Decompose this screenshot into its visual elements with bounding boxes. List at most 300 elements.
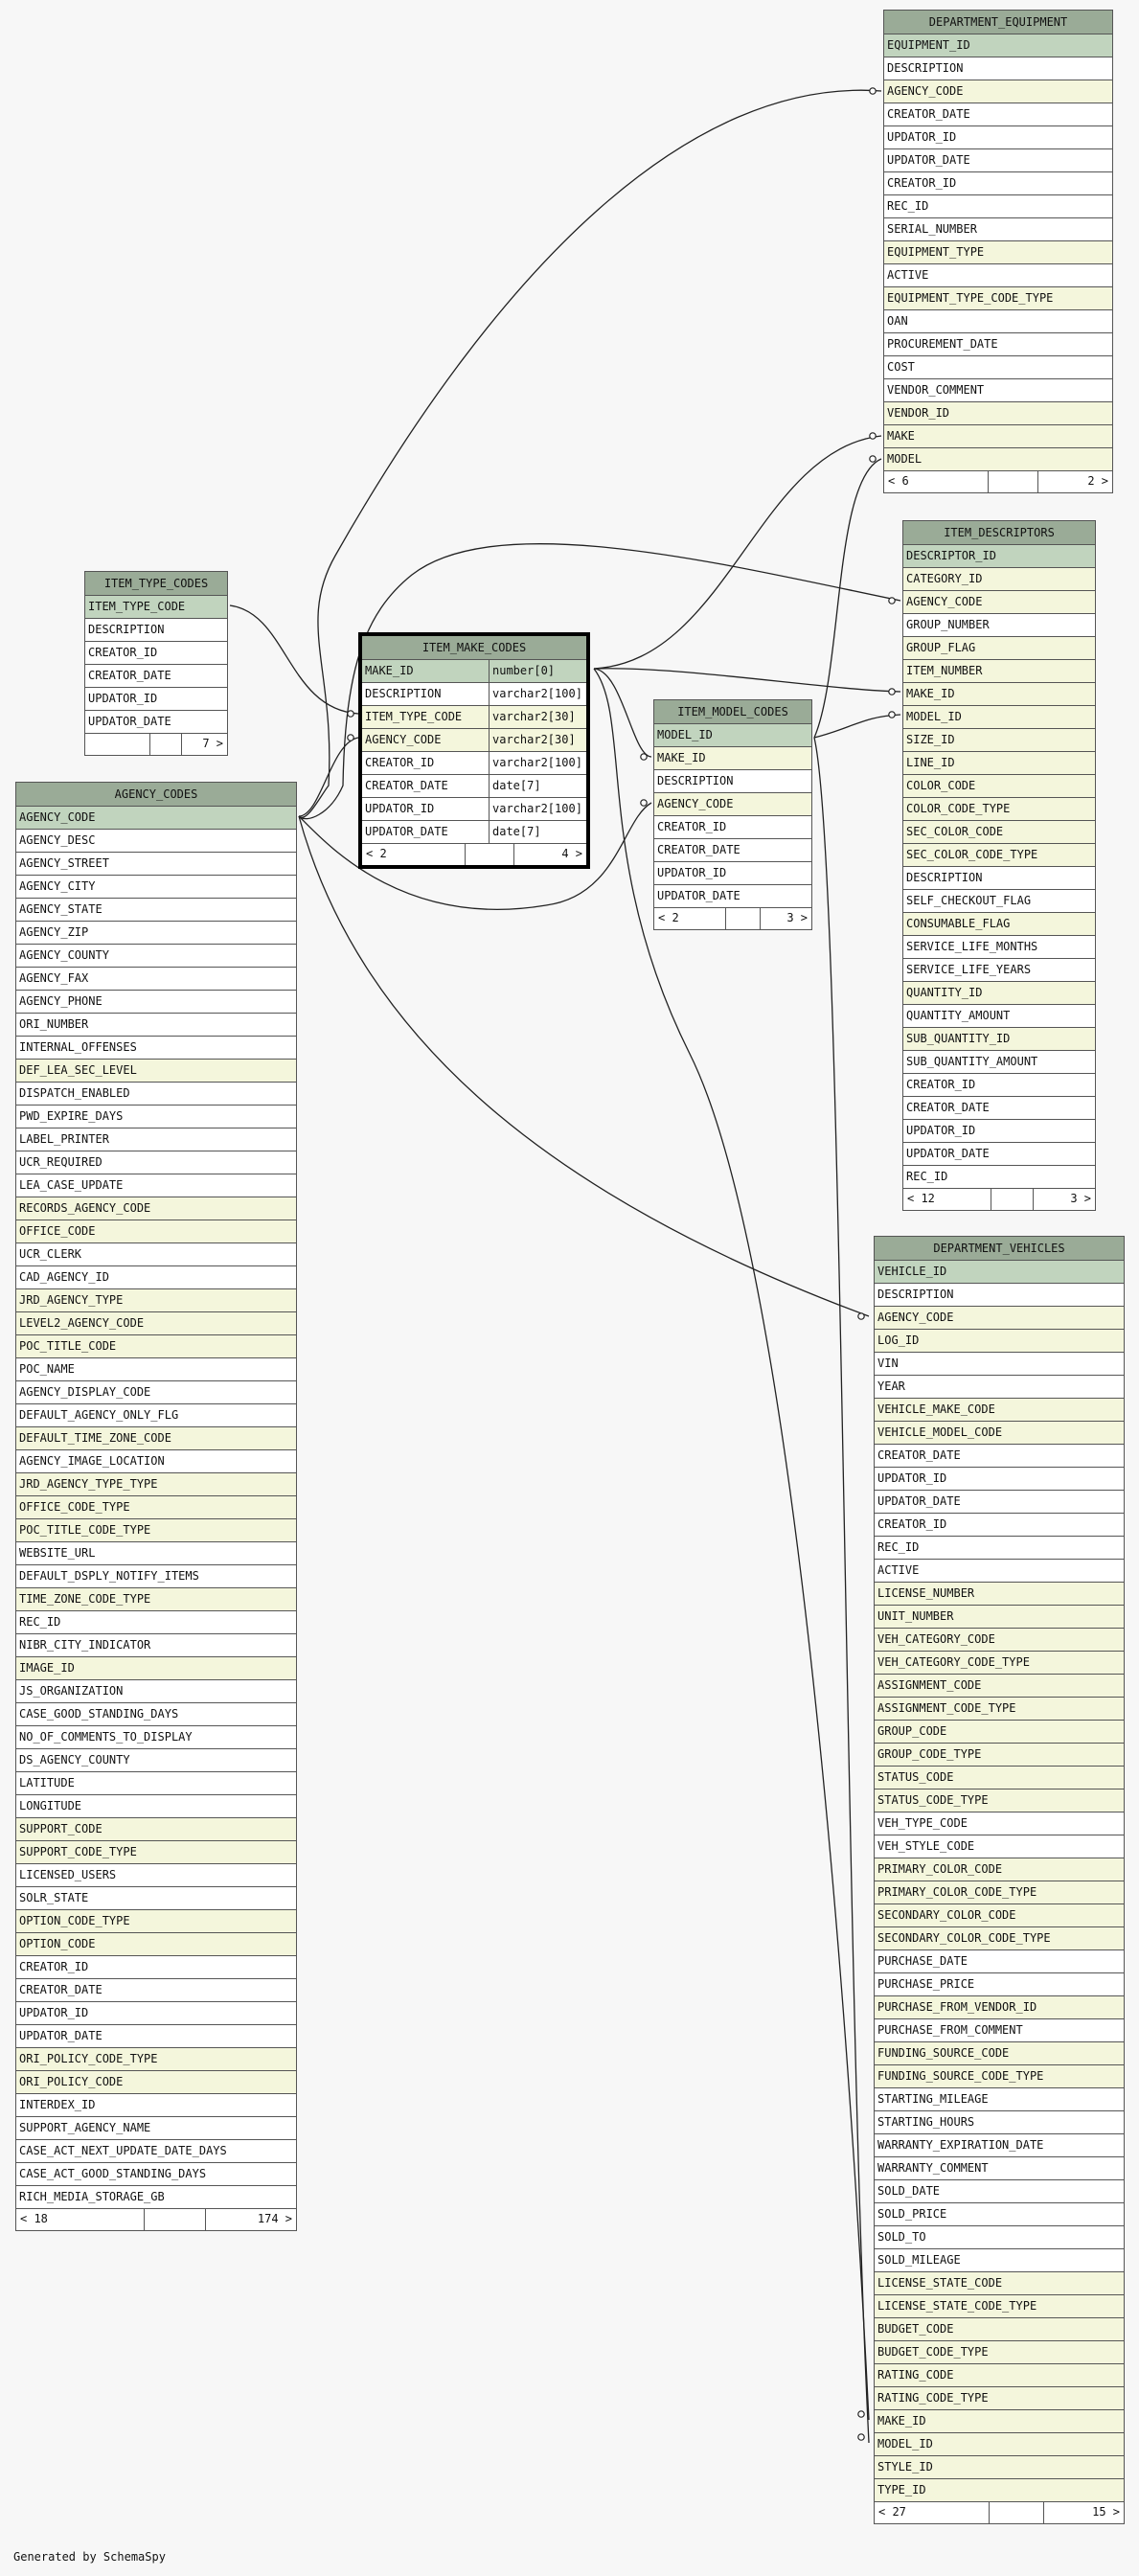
column-name: SOLD_MILEAGE [877,2253,961,2267]
footer-right-count: 174 > [257,2212,292,2225]
column-row[interactable] [875,2157,1124,2180]
column-row[interactable] [875,2088,1124,2111]
column-row[interactable] [16,1933,296,1956]
column-row[interactable] [16,1083,296,1106]
column-row[interactable] [16,1887,296,1910]
column-name: DEFAULT_DSPLY_NOTIFY_ITEMS [19,1569,199,1583]
column-row[interactable] [903,936,1095,959]
column-row[interactable] [16,1956,296,1979]
column-row[interactable] [875,1537,1124,1560]
column-row[interactable] [16,1289,296,1312]
column-row[interactable] [16,1565,296,1588]
column-row[interactable] [875,1652,1124,1675]
column-name: BUDGET_CODE [877,2322,954,2336]
table-item-model-codes[interactable] [653,699,812,930]
column-name: GROUP_FLAG [906,641,976,654]
column-row[interactable] [903,1028,1095,1051]
column-name: UCR_REQUIRED [19,1155,103,1169]
column-row[interactable] [875,1904,1124,1927]
column-row[interactable] [654,839,811,862]
column-row[interactable] [362,798,586,821]
footer-mid-count [145,2209,206,2230]
column-row[interactable] [16,899,296,922]
column-row[interactable] [362,752,586,775]
column-row[interactable] [875,2433,1124,2456]
column-row[interactable] [884,356,1112,379]
footer-left-count: < 2 [362,844,466,865]
column-row[interactable] [875,1698,1124,1721]
column-row[interactable] [875,2226,1124,2249]
column-row[interactable] [903,614,1095,637]
column-name: ACTIVE [887,268,929,282]
column-row[interactable] [884,80,1112,103]
column-row[interactable] [875,1422,1124,1445]
column-row[interactable] [16,1749,296,1772]
column-name: INTERNAL_OFFENSES [19,1040,137,1054]
column-row[interactable] [884,241,1112,264]
column-row[interactable] [903,683,1095,706]
edge-item-type-codes-to-item-make-codes [230,605,358,714]
column-name: UPDATOR_DATE [19,2029,103,2042]
column-name: MAKE_ID [657,751,706,764]
column-row[interactable] [85,665,227,688]
edge-item-make-codes-to-department-vehicles [594,669,869,2420]
column-name: LICENSE_STATE_CODE_TYPE [877,2299,1037,2313]
column-row[interactable] [884,172,1112,195]
column-row[interactable] [875,1560,1124,1583]
column-row[interactable] [903,1005,1095,1028]
column-row[interactable] [875,2134,1124,2157]
column-name: OPTION_CODE_TYPE [19,1914,130,1927]
column-name: DEFAULT_TIME_ZONE_CODE [19,1431,171,1445]
column-row[interactable] [16,2186,296,2209]
column-row[interactable] [875,1353,1124,1376]
column-row[interactable] [654,770,811,793]
table-title[interactable]: DEPARTMENT_VEHICLES [875,1237,1124,1261]
column-name: AGENCY_STREET [19,856,109,870]
column-row[interactable] [16,991,296,1014]
column-row[interactable] [875,1284,1124,1307]
column-row[interactable] [903,1097,1095,1120]
column-name: SUPPORT_AGENCY_NAME [19,2121,151,2134]
column-row[interactable] [875,1881,1124,1904]
column-row[interactable] [16,1266,296,1289]
column-row[interactable] [875,1858,1124,1881]
column-row[interactable] [903,591,1095,614]
column-name: PWD_EXPIRE_DAYS [19,1109,124,1123]
column-name: OFFICE_CODE_TYPE [19,1500,130,1514]
column-name: AGENCY_ZIP [19,925,89,939]
table-title[interactable]: ITEM_DESCRIPTORS [903,521,1095,545]
column-row[interactable] [16,1128,296,1151]
column-row[interactable] [16,1772,296,1795]
column-row[interactable] [16,922,296,945]
column-row[interactable] [903,821,1095,844]
column-row[interactable] [903,1143,1095,1166]
column-row[interactable] [875,2203,1124,2226]
column-row[interactable] [362,775,586,798]
column-name: NIBR_CITY_INDICATOR [19,1638,151,1652]
column-row[interactable] [16,1174,296,1197]
column-row[interactable] [875,2456,1124,2479]
table-footer [884,471,1112,492]
column-row[interactable] [85,642,227,665]
column-row[interactable] [884,310,1112,333]
column-row[interactable] [903,959,1095,982]
column-row[interactable] [16,1312,296,1335]
table-title[interactable]: DEPARTMENT_EQUIPMENT [884,11,1112,34]
column-name: CREATOR_ID [88,646,158,659]
column-row[interactable] [875,1491,1124,1514]
column-row[interactable] [875,2042,1124,2065]
column-name: CREATOR_ID [906,1078,976,1091]
table-item-make-codes[interactable] [358,632,590,869]
column-name: LICENSE_STATE_CODE [877,2276,1003,2290]
column-row[interactable] [903,890,1095,913]
column-row[interactable] [903,982,1095,1005]
column-name: AGENCY_CODE [877,1311,954,1324]
column-row[interactable] [875,2249,1124,2272]
column-row[interactable] [875,2111,1124,2134]
edge-item-make-codes-to-item-descriptors [594,669,900,692]
column-row[interactable] [903,545,1095,568]
column-name: AGENCY_CODE [19,810,96,824]
column-name: CAD_AGENCY_ID [19,1270,109,1284]
column-name: OAN [887,314,908,328]
column-row[interactable] [884,34,1112,57]
table-footer [654,908,811,929]
column-name: OFFICE_CODE [19,1224,96,1238]
column-row[interactable] [884,126,1112,149]
column-row[interactable] [875,2065,1124,2088]
column-row[interactable] [16,1519,296,1542]
column-row[interactable] [875,1606,1124,1629]
column-name: LICENSED_USERS [19,1868,117,1881]
column-row[interactable] [16,1542,296,1565]
column-row[interactable] [875,2180,1124,2203]
column-row[interactable] [903,913,1095,936]
column-row[interactable] [875,1721,1124,1744]
column-row[interactable] [875,1307,1124,1330]
column-name: CATEGORY_ID [906,572,983,585]
column-row[interactable] [875,1261,1124,1284]
column-row[interactable] [16,1496,296,1519]
column-row[interactable] [903,660,1095,683]
column-row[interactable] [903,706,1095,729]
column-name: CASE_GOOD_STANDING_DAYS [19,1707,179,1721]
column-row[interactable] [875,1399,1124,1422]
column-row[interactable] [884,264,1112,287]
column-row[interactable] [16,830,296,853]
footer-mid-count [150,734,182,755]
column-row[interactable] [16,1427,296,1450]
column-row[interactable] [875,2318,1124,2341]
column-row[interactable] [875,1376,1124,1399]
column-row[interactable] [16,2071,296,2094]
column-row[interactable] [875,1927,1124,1950]
column-name: VENDOR_ID [887,406,950,420]
column-row[interactable] [16,1611,296,1634]
column-row[interactable] [903,844,1095,867]
column-row[interactable] [16,1450,296,1473]
column-row[interactable] [16,1381,296,1404]
column-name: AGENCY_STATE [19,902,103,916]
column-row[interactable] [85,711,227,734]
column-row[interactable] [16,2094,296,2117]
column-row[interactable] [16,1703,296,1726]
column-name: SOLD_PRICE [877,2207,947,2221]
column-row[interactable] [884,149,1112,172]
column-row[interactable] [875,2410,1124,2433]
column-name: CREATOR_ID [887,176,957,190]
column-name: POC_TITLE_CODE [19,1339,117,1353]
column-name: CREATOR_DATE [887,107,970,121]
column-row[interactable] [884,448,1112,471]
column-name: SEC_COLOR_CODE_TYPE [906,848,1038,861]
column-name: UPDATOR_DATE [657,889,740,902]
column-name: STATUS_CODE [877,1770,954,1784]
table-footer [362,844,586,865]
generated-by-note: Generated by SchemaSpy [13,2550,166,2564]
column-row[interactable] [16,1106,296,1128]
column-name: PRIMARY_COLOR_CODE_TYPE [877,1885,1037,1899]
column-name: LEVEL2_AGENCY_CODE [19,1316,145,1330]
column-row[interactable] [884,379,1112,402]
table-footer [875,2502,1124,2523]
column-name: CREATOR_DATE [657,843,740,856]
column-row[interactable] [903,798,1095,821]
column-row[interactable] [16,1979,296,2002]
column-name: AGENCY_PHONE [19,994,103,1008]
column-row[interactable] [884,218,1112,241]
column-row[interactable] [884,195,1112,218]
column-row[interactable] [884,402,1112,425]
footer-mid-count [989,471,1038,492]
column-name: OPTION_CODE [19,1937,96,1950]
table-item-type-codes[interactable] [84,571,228,756]
column-row[interactable] [362,683,586,706]
column-row[interactable] [875,2387,1124,2410]
column-row[interactable] [903,867,1095,890]
column-row[interactable] [875,2479,1124,2502]
column-row[interactable] [16,968,296,991]
column-row[interactable] [16,1220,296,1243]
column-row[interactable] [875,1790,1124,1812]
column-row[interactable] [875,2341,1124,2364]
footer-right-count: 3 > [1070,1192,1091,1205]
column-row[interactable] [875,1514,1124,1537]
column-name: COLOR_CODE_TYPE [906,802,1011,815]
column-row[interactable] [903,568,1095,591]
column-name: AGENCY_CITY [19,879,96,893]
column-row[interactable] [16,2140,296,2163]
column-name: PURCHASE_FROM_COMMENT [877,2023,1023,2037]
column-name: UCR_CLERK [19,1247,82,1261]
edge-item-model-codes-to-department-vehicles [814,738,869,2443]
column-row[interactable] [654,816,811,839]
table-title[interactable]: ITEM_MODEL_CODES [654,700,811,724]
column-row[interactable] [875,1629,1124,1652]
column-row[interactable] [16,1060,296,1083]
column-row[interactable] [16,1335,296,1358]
column-row[interactable] [362,660,586,683]
column-name: LINE_ID [906,756,955,769]
column-row[interactable] [16,1473,296,1496]
column-name: RECORDS_AGENCY_CODE [19,1201,151,1215]
column-name: CREATOR_ID [365,756,435,769]
column-row[interactable] [875,1744,1124,1767]
table-department-vehicles[interactable] [874,1236,1125,2524]
column-row[interactable] [16,2163,296,2186]
column-name: IMAGE_ID [19,1661,75,1675]
column-name: CREATOR_ID [657,820,727,833]
column-row[interactable] [16,1358,296,1381]
column-row[interactable] [875,2019,1124,2042]
table-department-equipment[interactable] [883,10,1113,493]
column-row[interactable] [16,1197,296,1220]
column-name: WEBSITE_URL [19,1546,96,1560]
column-row[interactable] [903,775,1095,798]
column-row[interactable] [16,2025,296,2048]
column-row[interactable] [875,1675,1124,1698]
column-row[interactable] [875,2272,1124,2295]
column-row[interactable] [903,752,1095,775]
column-row[interactable] [362,729,586,752]
column-name: CREATOR_DATE [88,669,171,682]
column-row[interactable] [16,1841,296,1864]
column-name: GROUP_CODE [877,1724,947,1738]
column-row[interactable] [903,1166,1095,1189]
table-title[interactable]: ITEM_TYPE_CODES [85,572,227,596]
column-row[interactable] [875,1812,1124,1835]
column-row[interactable] [903,729,1095,752]
column-row[interactable] [16,1404,296,1427]
column-row[interactable] [654,793,811,816]
table-agency-codes[interactable] [15,782,297,2231]
column-row[interactable] [85,596,227,619]
column-name: SERVICE_LIFE_YEARS [906,963,1032,976]
table-title[interactable]: ITEM_MAKE_CODES [362,636,586,660]
column-name: UPDATOR_ID [887,130,957,144]
column-name: RATING_CODE [877,2368,954,2382]
column-name: MAKE_ID [906,687,955,700]
column-row[interactable] [16,1588,296,1611]
column-name: VENDOR_COMMENT [887,383,985,397]
column-name: JRD_AGENCY_TYPE [19,1293,124,1307]
column-row[interactable] [362,706,586,729]
column-row[interactable] [875,1950,1124,1973]
footer-left-count: < 27 [875,2502,990,2523]
column-row[interactable] [85,688,227,711]
column-row[interactable] [16,1634,296,1657]
column-name: VIN [877,1356,899,1370]
column-row[interactable] [16,1657,296,1680]
column-row[interactable] [884,333,1112,356]
column-name: SIZE_ID [906,733,955,746]
column-row[interactable] [875,1468,1124,1491]
column-row[interactable] [884,425,1112,448]
column-name: DESCRIPTION [887,61,964,75]
column-row[interactable] [903,637,1095,660]
table-footer [85,734,227,755]
column-name: ORI_POLICY_CODE_TYPE [19,2052,158,2065]
column-row[interactable] [875,1973,1124,1996]
column-row[interactable] [16,1864,296,1887]
column-name: QUANTITY_ID [906,986,983,999]
column-name: UPDATOR_DATE [88,715,171,728]
column-name: TIME_ZONE_CODE_TYPE [19,1592,151,1606]
column-name: LICENSE_NUMBER [877,1586,975,1600]
column-name: CREATOR_DATE [19,1983,103,1996]
column-row[interactable] [16,876,296,899]
column-row[interactable] [16,2048,296,2071]
column-row[interactable] [16,807,296,830]
column-row[interactable] [654,724,811,747]
column-name: REC_ID [19,1615,61,1629]
column-name: UPDATOR_ID [657,866,727,879]
column-name: DESCRIPTION [657,774,734,787]
column-row[interactable] [875,1767,1124,1790]
table-title[interactable]: AGENCY_CODES [16,783,296,807]
column-type: number[0] [489,660,586,682]
column-row[interactable] [903,1074,1095,1097]
column-row[interactable] [654,862,811,885]
column-row[interactable] [16,1818,296,1841]
column-name: VEHICLE_ID [877,1265,947,1278]
column-row[interactable] [16,1795,296,1818]
column-name: UPDATOR_ID [19,2006,89,2019]
column-name: PURCHASE_DATE [877,1954,968,1968]
column-row[interactable] [16,945,296,968]
column-row[interactable] [903,1051,1095,1074]
column-row[interactable] [875,2364,1124,2387]
column-row[interactable] [16,1014,296,1037]
column-row[interactable] [654,747,811,770]
column-name: POC_TITLE_CODE_TYPE [19,1523,151,1537]
column-row[interactable] [16,1680,296,1703]
column-row[interactable] [85,619,227,642]
column-name: WARRANTY_EXPIRATION_DATE [877,2138,1044,2152]
column-row[interactable] [16,1151,296,1174]
column-name: SOLD_DATE [877,2184,941,2198]
column-row[interactable] [884,57,1112,80]
column-name: PURCHASE_PRICE [877,1977,975,1991]
column-row[interactable] [875,1583,1124,1606]
column-name: DESCRIPTION [365,687,442,700]
column-row[interactable] [903,1120,1095,1143]
column-row[interactable] [875,2295,1124,2318]
column-name: UPDATOR_ID [877,1471,947,1485]
column-row[interactable] [16,1037,296,1060]
column-row[interactable] [16,1726,296,1749]
column-row[interactable] [875,1445,1124,1468]
column-row[interactable] [884,287,1112,310]
table-item-descriptors[interactable] [902,520,1096,1211]
column-row[interactable] [16,853,296,876]
column-row[interactable] [362,821,586,844]
column-row[interactable] [16,2002,296,2025]
column-name: CREATOR_DATE [365,779,448,792]
column-row[interactable] [875,1996,1124,2019]
column-row[interactable] [16,1243,296,1266]
column-row[interactable] [654,885,811,908]
column-row[interactable] [875,1835,1124,1858]
column-row[interactable] [884,103,1112,126]
column-row[interactable] [16,2117,296,2140]
column-name: COST [887,360,915,374]
column-row[interactable] [875,1330,1124,1353]
column-row[interactable] [16,1910,296,1933]
